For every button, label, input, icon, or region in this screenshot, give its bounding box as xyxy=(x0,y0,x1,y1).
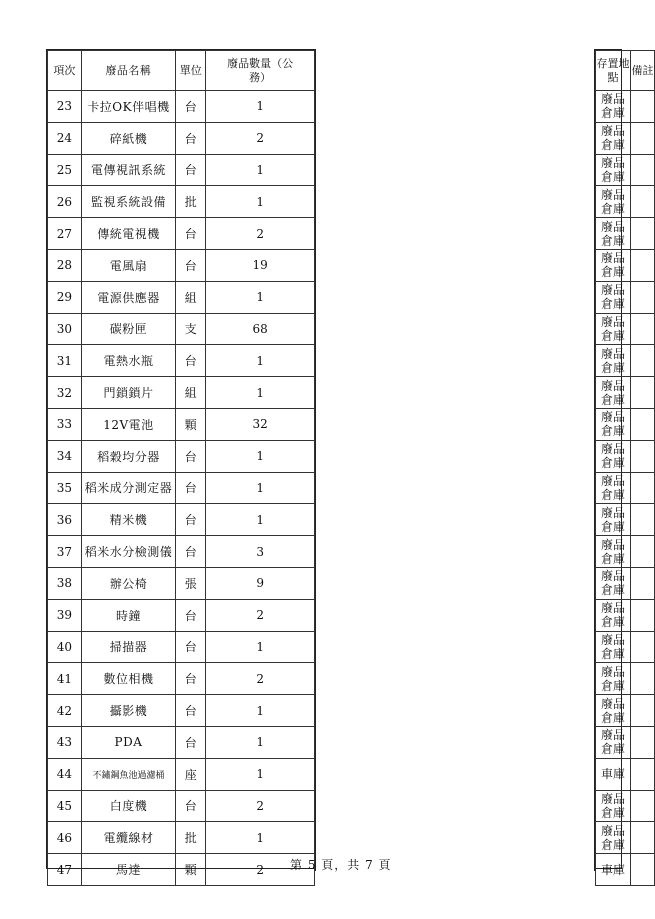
item-name: 碎紙機 xyxy=(81,122,176,154)
item-quantity: 2 xyxy=(206,218,315,250)
table-row xyxy=(48,377,315,409)
item-location: 廢品倉庫 xyxy=(596,249,631,281)
table-row xyxy=(48,472,315,504)
item-location: 廢品倉庫 xyxy=(596,663,631,695)
item-number: 41 xyxy=(48,663,82,695)
item-name: 攝影機 xyxy=(81,695,176,727)
item-number: 33 xyxy=(48,408,82,440)
item-name: 掃描器 xyxy=(81,631,176,663)
item-location: 廢品倉庫 xyxy=(596,408,631,440)
item-name: 12V電池 xyxy=(81,408,176,440)
item-number: 26 xyxy=(48,186,82,218)
item-number: 29 xyxy=(48,281,82,313)
item-note xyxy=(631,345,655,377)
item-unit: 組 xyxy=(176,281,206,313)
item-note xyxy=(631,472,655,504)
table-row-right xyxy=(596,154,655,186)
item-quantity: 1 xyxy=(206,281,315,313)
table-row-right xyxy=(596,122,655,154)
table-row-right xyxy=(596,504,655,536)
header-row xyxy=(48,51,315,91)
item-number: 27 xyxy=(48,218,82,250)
item-unit: 台 xyxy=(176,663,206,695)
table-row-right xyxy=(596,186,655,218)
item-quantity: 2 xyxy=(206,854,315,886)
item-quantity: 2 xyxy=(206,122,315,154)
item-location: 廢品倉庫 xyxy=(596,822,631,854)
item-quantity: 1 xyxy=(206,504,315,536)
item-unit: 台 xyxy=(176,599,206,631)
table-row xyxy=(48,154,315,186)
table-row xyxy=(48,790,315,822)
blank-middle-area xyxy=(315,49,595,871)
item-name: 卡拉OK伴唱機 xyxy=(81,91,176,123)
item-number: 43 xyxy=(48,726,82,758)
table-row xyxy=(48,122,315,154)
item-unit: 台 xyxy=(176,218,206,250)
item-quantity: 1 xyxy=(206,631,315,663)
table-row xyxy=(48,345,315,377)
item-name: 白度機 xyxy=(81,790,176,822)
item-number: 40 xyxy=(48,631,82,663)
item-unit: 支 xyxy=(176,313,206,345)
table-row-right xyxy=(596,281,655,313)
table-row xyxy=(48,504,315,536)
table-row-right xyxy=(596,536,655,568)
item-unit: 批 xyxy=(176,822,206,854)
table-row xyxy=(48,281,315,313)
item-note xyxy=(631,822,655,854)
item-unit: 台 xyxy=(176,345,206,377)
item-quantity: 1 xyxy=(206,377,315,409)
item-quantity: 2 xyxy=(206,599,315,631)
item-name: 馬達 xyxy=(81,854,176,886)
item-quantity: 2 xyxy=(206,790,315,822)
item-note xyxy=(631,567,655,599)
item-quantity: 3 xyxy=(206,536,315,568)
header-qty: 廢品數量（公務） xyxy=(206,51,315,91)
item-quantity: 19 xyxy=(206,249,315,281)
item-location: 廢品倉庫 xyxy=(596,91,631,123)
item-unit: 台 xyxy=(176,536,206,568)
item-location: 廢品倉庫 xyxy=(596,695,631,727)
item-note xyxy=(631,758,655,790)
table-row-right xyxy=(596,599,655,631)
item-number: 23 xyxy=(48,91,82,123)
table-row-right xyxy=(596,726,655,758)
item-location: 廢品倉庫 xyxy=(596,567,631,599)
item-quantity: 1 xyxy=(206,154,315,186)
item-name: 稻米成分測定器 xyxy=(81,472,176,504)
item-name: 數位相機 xyxy=(81,663,176,695)
item-number: 24 xyxy=(48,122,82,154)
item-unit: 張 xyxy=(176,567,206,599)
item-location: 廢品倉庫 xyxy=(596,504,631,536)
item-unit: 台 xyxy=(176,790,206,822)
item-quantity: 32 xyxy=(206,408,315,440)
item-note xyxy=(631,599,655,631)
item-unit: 顆 xyxy=(176,408,206,440)
table-row-right xyxy=(596,790,655,822)
item-location: 廢品倉庫 xyxy=(596,536,631,568)
item-note xyxy=(631,695,655,727)
table-row-right xyxy=(596,249,655,281)
item-quantity: 2 xyxy=(206,663,315,695)
table-row-right xyxy=(596,567,655,599)
item-location: 廢品倉庫 xyxy=(596,313,631,345)
item-location: 廢品倉庫 xyxy=(596,281,631,313)
table-row xyxy=(48,408,315,440)
item-unit: 台 xyxy=(176,472,206,504)
item-name: 電熱水瓶 xyxy=(81,345,176,377)
table-row-right xyxy=(596,408,655,440)
item-name: 電傳視訊系統 xyxy=(81,154,176,186)
item-number: 46 xyxy=(48,822,82,854)
item-note xyxy=(631,377,655,409)
item-name: 不鏽鋼魚池過濾桶 xyxy=(81,758,176,790)
item-number: 31 xyxy=(48,345,82,377)
table-row-right xyxy=(596,345,655,377)
table-row xyxy=(48,536,315,568)
item-unit: 台 xyxy=(176,440,206,472)
item-unit: 台 xyxy=(176,726,206,758)
item-note xyxy=(631,854,655,886)
item-note xyxy=(631,440,655,472)
item-note xyxy=(631,408,655,440)
item-quantity: 1 xyxy=(206,186,315,218)
table-row-right xyxy=(596,313,655,345)
item-unit: 批 xyxy=(176,186,206,218)
item-location: 廢品倉庫 xyxy=(596,154,631,186)
item-note xyxy=(631,91,655,123)
header-location: 存置地點 xyxy=(596,51,631,91)
header-note: 備註 xyxy=(631,51,655,91)
table-row xyxy=(48,726,315,758)
item-unit: 台 xyxy=(176,249,206,281)
table-row xyxy=(48,186,315,218)
item-location: 廢品倉庫 xyxy=(596,726,631,758)
item-location: 車庫 xyxy=(596,854,631,886)
item-note xyxy=(631,218,655,250)
item-location: 廢品倉庫 xyxy=(596,631,631,663)
item-unit: 台 xyxy=(176,695,206,727)
item-number: 38 xyxy=(48,567,82,599)
item-location: 廢品倉庫 xyxy=(596,599,631,631)
item-name: PDA xyxy=(81,726,176,758)
item-unit: 座 xyxy=(176,758,206,790)
table-row xyxy=(48,854,315,886)
table-row-right xyxy=(596,854,655,886)
item-location: 廢品倉庫 xyxy=(596,377,631,409)
item-location: 廢品倉庫 xyxy=(596,218,631,250)
table-row-right xyxy=(596,758,655,790)
item-number: 32 xyxy=(48,377,82,409)
item-note xyxy=(631,631,655,663)
item-location: 廢品倉庫 xyxy=(596,440,631,472)
header-no: 項次 xyxy=(48,51,82,91)
item-number: 39 xyxy=(48,599,82,631)
item-unit: 顆 xyxy=(176,854,206,886)
item-number: 42 xyxy=(48,695,82,727)
table-row-right xyxy=(596,631,655,663)
item-note xyxy=(631,726,655,758)
item-name: 稻米水分檢測儀 xyxy=(81,536,176,568)
item-note xyxy=(631,122,655,154)
table-row xyxy=(48,218,315,250)
item-note xyxy=(631,281,655,313)
table-row xyxy=(48,249,315,281)
item-unit: 台 xyxy=(176,91,206,123)
item-name: 精米機 xyxy=(81,504,176,536)
item-note xyxy=(631,790,655,822)
table-row-right xyxy=(596,695,655,727)
item-quantity: 1 xyxy=(206,822,315,854)
item-quantity: 1 xyxy=(206,91,315,123)
item-note xyxy=(631,663,655,695)
item-quantity: 68 xyxy=(206,313,315,345)
item-unit: 台 xyxy=(176,122,206,154)
item-name: 電源供應器 xyxy=(81,281,176,313)
item-quantity: 9 xyxy=(206,567,315,599)
table-row-right xyxy=(596,91,655,123)
item-name: 電纜線材 xyxy=(81,822,176,854)
right-table xyxy=(595,50,655,886)
item-name: 監視系統設備 xyxy=(81,186,176,218)
item-quantity: 1 xyxy=(206,695,315,727)
item-location: 廢品倉庫 xyxy=(596,122,631,154)
item-name: 稻穀均分器 xyxy=(81,440,176,472)
item-note xyxy=(631,313,655,345)
item-location: 廢品倉庫 xyxy=(596,186,631,218)
item-name: 電風扇 xyxy=(81,249,176,281)
item-quantity: 1 xyxy=(206,472,315,504)
table-row xyxy=(48,599,315,631)
table-row-right xyxy=(596,822,655,854)
item-number: 28 xyxy=(48,249,82,281)
table-row xyxy=(48,313,315,345)
item-unit: 台 xyxy=(176,631,206,663)
table-row xyxy=(48,631,315,663)
table-row-right xyxy=(596,663,655,695)
table-row xyxy=(48,91,315,123)
item-unit: 組 xyxy=(176,377,206,409)
table-row-right xyxy=(596,377,655,409)
item-location: 廢品倉庫 xyxy=(596,790,631,822)
item-note xyxy=(631,186,655,218)
item-location: 廢品倉庫 xyxy=(596,472,631,504)
item-name: 門鎖鎖片 xyxy=(81,377,176,409)
item-number: 37 xyxy=(48,536,82,568)
item-unit: 台 xyxy=(176,154,206,186)
item-number: 25 xyxy=(48,154,82,186)
table-row xyxy=(48,822,315,854)
header-row-right xyxy=(596,51,655,91)
item-number: 45 xyxy=(48,790,82,822)
item-name: 碳粉匣 xyxy=(81,313,176,345)
table-row-right xyxy=(596,440,655,472)
table-row-right xyxy=(596,218,655,250)
item-note xyxy=(631,249,655,281)
item-location: 廢品倉庫 xyxy=(596,345,631,377)
left-table xyxy=(47,50,315,886)
item-number: 34 xyxy=(48,440,82,472)
table-row xyxy=(48,440,315,472)
item-location: 車庫 xyxy=(596,758,631,790)
item-name: 辦公椅 xyxy=(81,567,176,599)
page-footer: 第 5 頁，共 7 頁 xyxy=(290,858,392,872)
item-quantity: 1 xyxy=(206,726,315,758)
header-name: 廢品名稱 xyxy=(81,51,176,91)
item-note xyxy=(631,154,655,186)
item-note xyxy=(631,536,655,568)
table-row xyxy=(48,663,315,695)
item-name: 傳統電視機 xyxy=(81,218,176,250)
table-row xyxy=(48,695,315,727)
item-unit: 台 xyxy=(176,504,206,536)
table-row xyxy=(48,758,315,790)
table-row xyxy=(48,567,315,599)
item-number: 36 xyxy=(48,504,82,536)
item-note xyxy=(631,504,655,536)
item-number: 30 xyxy=(48,313,82,345)
item-number: 35 xyxy=(48,472,82,504)
item-quantity: 1 xyxy=(206,440,315,472)
item-name: 時鐘 xyxy=(81,599,176,631)
table-row-right xyxy=(596,472,655,504)
inventory-sheet xyxy=(46,49,654,878)
item-quantity: 1 xyxy=(206,345,315,377)
header-unit: 單位 xyxy=(176,51,206,91)
item-number: 44 xyxy=(48,758,82,790)
item-quantity: 1 xyxy=(206,758,315,790)
item-number: 47 xyxy=(48,854,82,886)
